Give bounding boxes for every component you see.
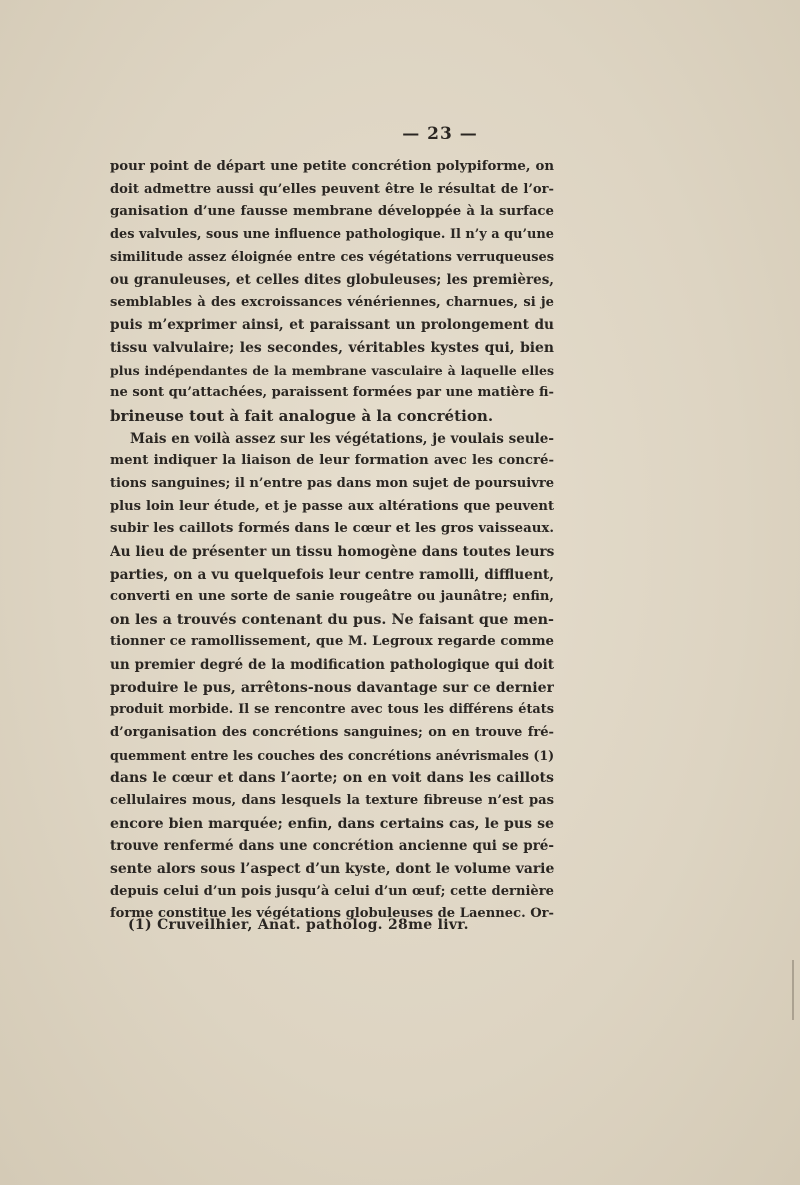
text-line: produire le pus, arrêtons-nous davantage sur ce dernier	[110, 679, 554, 696]
text-line: quemment entre les couches des concrétions anévrismales (1)	[110, 747, 554, 763]
text-line: on les a trouvés contenant du pus. Ne faisant que men-	[110, 611, 554, 628]
text-line: plus indépendantes de la membrane vasculaire à laquelle elles	[110, 362, 554, 378]
text-line: produit morbide. Il se rencontre avec tous les différens états	[110, 702, 554, 718]
text-line: parties, on a vu quelquefois leur centre ramolli, diffluent,	[110, 566, 554, 583]
text-line: d’organisation des concrétions sanguines; on en trouve fré-	[110, 725, 554, 741]
text-line: un premier degré de la modification pathologique qui doit	[110, 657, 554, 674]
text-line: Mais en voilà assez sur les végétations, je voulais seule-	[130, 430, 554, 447]
text-line: forme constitue les végétations globuleuses de Laennec. Or-	[110, 906, 554, 922]
text-line: plus loin leur étude, et je passe aux altérations que peuvent	[110, 498, 554, 514]
text-line: semblables à des excroissances vénériennes, charnues, si je	[110, 294, 554, 310]
text-line: ment indiquer la liaison de leur formation avec les concré-	[110, 453, 554, 469]
text-line: ou granuleuses, et celles dites globuleuses; les premières,	[110, 272, 554, 289]
text-line: des valvules, sous une influence pathologique. Il n’y a qu’une	[110, 226, 554, 242]
text-line: tionner ce ramollissement, que M. Legroux regarde comme	[110, 634, 554, 650]
text-line: doit admettre aussi qu’elles peuvent être le résultat de l’or-	[110, 181, 554, 197]
text-line: tissu valvulaire; les secondes, véritables kystes qui, bien	[110, 340, 554, 357]
text-line: subir les caillots formés dans le cœur et les gros vaisseaux.	[110, 521, 554, 537]
text-line: pour point de départ une petite concrétion polypiforme, on	[110, 159, 554, 174]
text-line: tions sanguines; il n’entre pas dans mon sujet de poursuivre	[110, 475, 554, 491]
text-line: ganisation d’une fausse membrane développée à la surface	[110, 204, 554, 220]
text-line: cellulaires mous, dans lesquels la texture fibreuse n’est pas	[110, 792, 554, 808]
text-line: converti en une sorte de sanie rougeâtre ou jaunâtre; enfin,	[110, 589, 554, 605]
page-edge-mark	[792, 960, 794, 1020]
text-line: Au lieu de présenter un tissu homogène dans toutes leurs	[110, 543, 554, 560]
text-line: brineuse tout à fait analogue à la concrétion.	[110, 407, 494, 426]
text-line: puis m’exprimer ainsi, et paraissant un prolongement du	[110, 317, 554, 334]
text-line: depuis celui d’un pois jusqu’à celui d’un œuf; cette dernière	[110, 883, 554, 899]
text-line: ne sont qu’attachées, paraissent formées par une matière fi-	[110, 385, 554, 401]
text-line: trouve renfermé dans une concrétion ancienne qui se pré-	[110, 838, 554, 855]
text-line: similitude assez éloignée entre ces végétations verruqueuses	[110, 249, 554, 265]
body-text	[110, 156, 554, 926]
text-line: encore bien marquée; enfin, dans certains cas, le pus se	[110, 815, 554, 832]
text-line: dans le cœur et dans l’aorte; on en voit dans les caillots	[110, 770, 554, 787]
page-number: — 23 —	[402, 124, 478, 144]
footnote: (1) Cruveilhier, Anat. patholog. 28me livr.	[128, 917, 469, 933]
text-line: sente alors sous l’aspect d’un kyste, dont le volume varie	[110, 860, 554, 877]
